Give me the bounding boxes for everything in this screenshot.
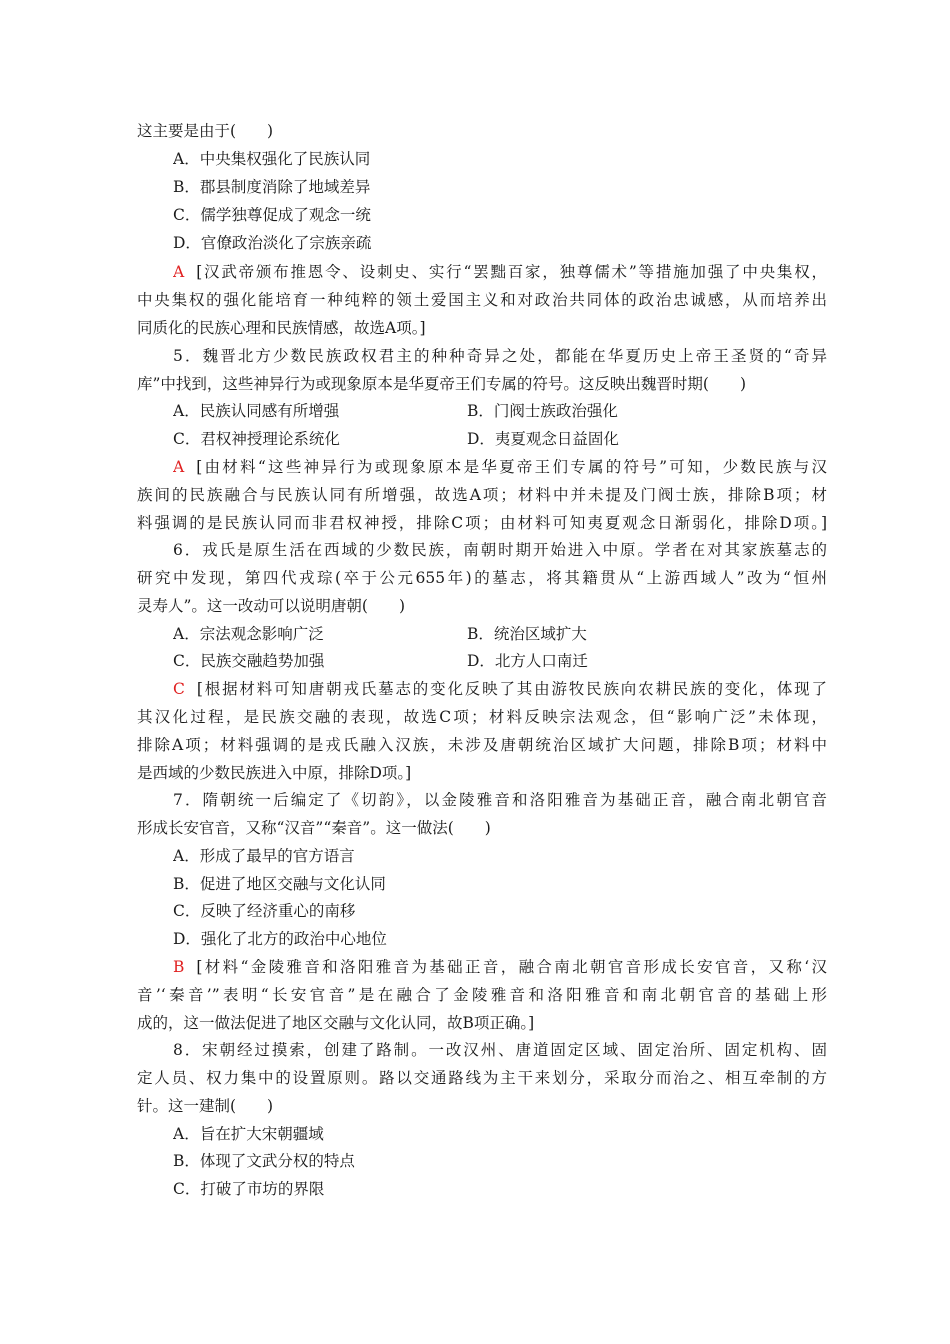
question-5-stem: 库”中找到，这些神异行为或现象原本是华夏帝王们专属的符号。这反映出魏晋时期( )	[137, 375, 747, 393]
explanation-text: [由材料“这些神异行为或现象原本是华夏帝王们专属的符号”可知，少数民族与汉	[196, 458, 827, 476]
question-8-stem: 8．宋朝经过摸索，创建了路制。一改汉州、唐道固定区域、固定治所、固定机构、固	[173, 1041, 827, 1059]
question-6-stem: 灵寿人”。这一改动可以说明唐朝( )	[137, 597, 406, 615]
option-c: C．儒学独尊促成了观念一统	[173, 206, 371, 224]
answer-letter: A	[173, 263, 185, 281]
answer-explanation-line	[173, 675, 827, 703]
answer-explanation-line: 排除A项；材料强调的是戎氏融入汉族，未涉及唐朝统治区域扩大问题，排除B项；材料中	[137, 736, 827, 754]
answer-explanation-line: 料强调的是民族认同而非君权神授，排除C项；由材料可知夷夏观念日渐弱化，排除D项。]	[137, 514, 827, 532]
option-b: B．郡县制度消除了地域差异	[173, 178, 371, 196]
answer-explanation-line	[173, 453, 827, 481]
answer-explanation-line	[173, 258, 827, 286]
option-d: D．夷夏观念日益固化	[467, 430, 619, 448]
answer-letter: A	[173, 458, 185, 476]
option-c: C．君权神授理论系统化	[173, 430, 340, 448]
question-7-stem: 形成长安官音，又称“汉音”“秦音”。这一做法( )	[137, 819, 491, 837]
answer-letter: B	[173, 958, 185, 976]
answer-explanation-line: 成的，这一做法促进了地区交融与文化认同，故B项正确。]	[137, 1014, 535, 1032]
answer-explanation-line	[173, 953, 827, 981]
answer-explanation-line: 族间的民族融合与民族认同有所增强，故选A项；材料中并未提及门阀士族，排除B项；材	[137, 486, 827, 504]
answer-explanation-line: 其汉化过程，是民族交融的表现，故选C项；材料反映宗法观念，但“影响广泛”未体现，	[137, 708, 827, 726]
question-stem-end: 这主要是由于( )	[137, 122, 274, 140]
option-c: C．打破了市坊的界限	[173, 1180, 325, 1198]
answer-explanation-line: 音’‘秦音’”表明“长安官音”是在融合了金陵雅音和洛阳雅音和南北朝官音的基础上形	[137, 986, 827, 1004]
question-5-stem: 5．魏晋北方少数民族政权君主的种种奇异之处，都能在华夏历史上帝王圣贤的“奇异	[173, 347, 827, 365]
option-d: D．北方人口南迁	[467, 652, 588, 670]
option-a: A．宗法观念影响广泛	[173, 625, 324, 643]
answer-explanation-line: 同质化的民族心理和民族情感，故选A项。]	[137, 319, 426, 337]
answer-explanation-line: 中央集权的强化能培育一种纯粹的领土爱国主义和对政治共同体的政治忠诚感，从而培养出	[137, 291, 827, 309]
question-8-stem: 定人员、权力集中的设置原则。路以交通路线为主干来划分，采取分而治之、相互牵制的方	[137, 1069, 827, 1087]
answer-explanation-line: 是西域的少数民族进入中原，排除D项。]	[137, 764, 412, 782]
option-a: A．旨在扩大宋朝疆域	[173, 1125, 324, 1143]
option-b: B．体现了文武分权的特点	[173, 1152, 355, 1170]
option-b: B．门阀士族政治强化	[467, 402, 618, 420]
question-6-stem: 6．戎氏是原生活在西域的少数民族，南朝时期开始进入中原。学者在对其家族墓志的	[173, 541, 827, 559]
option-a: A．形成了最早的官方语言	[173, 847, 355, 865]
answer-letter: C	[173, 680, 185, 698]
option-b: B．统治区域扩大	[467, 625, 587, 643]
option-c: C．反映了经济重心的南移	[173, 902, 356, 920]
option-c: C．民族交融趋势加强	[173, 652, 325, 670]
explanation-text: [根据材料可知唐朝戎氏墓志的变化反映了其由游牧民族向农耕民族的变化，体现了	[196, 680, 827, 698]
option-d: D．官僚政治淡化了宗族亲疏	[173, 234, 372, 252]
explanation-text: [材料“金陵雅音和洛阳雅音为基础正音，融合南北朝官音形成长安官音，又称‘汉	[196, 958, 827, 976]
question-8-stem: 针。这一建制( )	[137, 1097, 274, 1115]
option-a: A．民族认同感有所增强	[173, 402, 340, 420]
question-6-stem: 研究中发现，第四代戎琮(卒于公元655年)的墓志，将其籍贯从“上游西域人”改为“恒州	[137, 569, 827, 587]
option-d: D．强化了北方的政治中心地位	[173, 930, 387, 948]
explanation-text: [汉武帝颁布推恩令、设刺史、实行“罢黜百家，独尊儒术”等措施加强了中央集权，	[196, 263, 827, 281]
option-a: A．中央集权强化了民族认同	[173, 150, 371, 168]
question-7-stem: 7．隋朝统一后编定了《切韵》，以金陵雅音和洛阳雅音为基础正音，融合南北朝官音	[173, 791, 827, 809]
option-b: B．促进了地区交融与文化认同	[173, 875, 386, 893]
